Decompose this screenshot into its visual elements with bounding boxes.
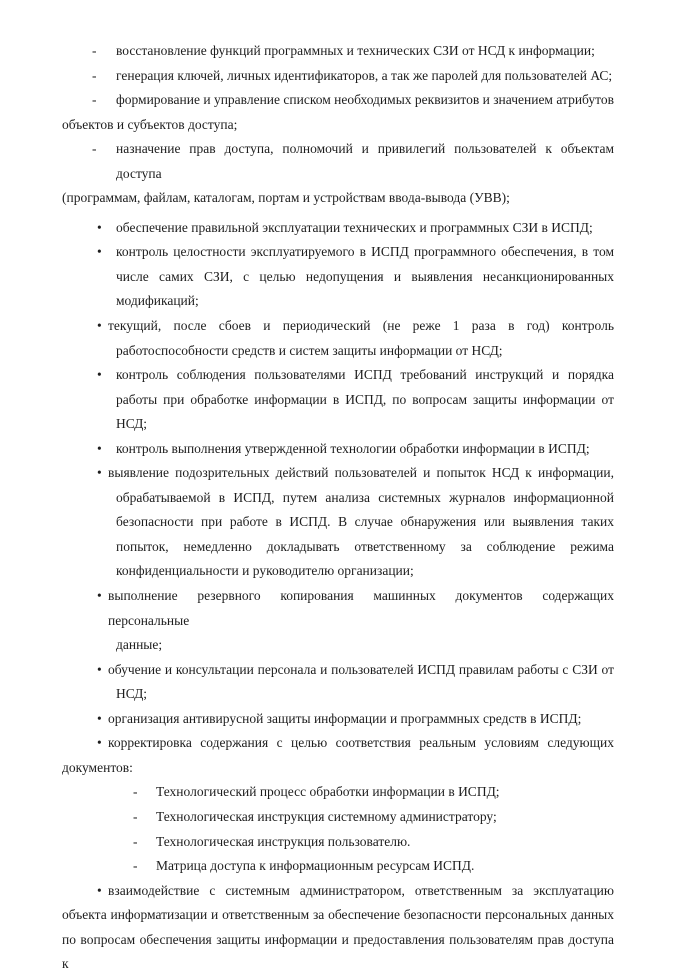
line-text: контроль выполнения утвержденной технологии обработки информации в ИСПД;: [116, 440, 590, 456]
line-text: корректировка содержания с целью соответствия реальным условиям следующих: [108, 735, 614, 751]
document-line: [62, 584, 614, 633]
dash-marker-icon: -: [133, 808, 138, 824]
document-line: [62, 265, 614, 290]
paragraph: [62, 461, 614, 584]
document-line: [62, 39, 614, 64]
line-text: НСД;: [116, 686, 148, 702]
paragraph: [62, 314, 614, 363]
dash-marker-icon: -: [92, 67, 97, 83]
line-text: выполнение резервного копирования машинных документов содержащих персональные: [108, 588, 614, 628]
document-line: [62, 854, 614, 879]
line-text: данные;: [116, 637, 163, 653]
line-text: обеспечение правильной эксплуатации технических и программных СЗИ в ИСПД;: [116, 219, 593, 235]
document-line: [62, 486, 614, 511]
paragraph: [62, 137, 614, 211]
document-line: [62, 658, 614, 683]
line-text: (программам, файлам, каталогам, портам и устройствам ввода-вывода (УВВ);: [62, 190, 510, 206]
line-text: назначение прав доступа, полномочий и привилегий пользователей к объектам доступа: [116, 141, 614, 181]
bullet-marker-icon: •: [97, 318, 102, 334]
document-line: [62, 633, 614, 658]
document-line: [62, 240, 614, 265]
paragraph: [62, 658, 614, 707]
document-line: [62, 314, 614, 339]
dash-marker-icon: -: [92, 43, 97, 58]
line-text: выявление подозрительных действий пользователей и попыток НСД к информации,: [108, 465, 614, 481]
line-text: обучение и консультации персонала и пользователей ИСПД правилам работы с СЗИ от: [108, 661, 614, 677]
line-text: работоспособности средств и систем защиты информации от НСД;: [116, 342, 503, 358]
paragraph: [62, 879, 614, 977]
document-line: [62, 113, 614, 138]
paragraph: [62, 216, 614, 241]
dash-marker-icon: -: [133, 784, 138, 800]
document-line: [62, 731, 614, 756]
line-text: Технологический процесс обработки информации в ИСПД;: [156, 784, 500, 800]
document-line: [62, 363, 614, 388]
document-line: [62, 559, 614, 584]
bullet-marker-icon: •: [97, 244, 102, 260]
document-line: [62, 216, 614, 241]
line-text: генерация ключей, личных идентификаторов, а так же паролей для пользователей АС;: [116, 67, 613, 83]
document-line: [62, 437, 614, 462]
paragraph: [62, 437, 614, 462]
line-text: объекта информатизации и ответственным за обеспечение безопасности персональных данных: [62, 907, 614, 923]
paragraph: [62, 731, 614, 780]
paragraph: [62, 64, 614, 89]
line-text: числе самих СЗИ, с целью недопущения и выявления несанкционированных: [116, 268, 614, 284]
document-body: [62, 39, 614, 977]
document-line: [62, 928, 614, 977]
dash-marker-icon: -: [133, 833, 138, 849]
bullet-marker-icon: •: [97, 440, 102, 456]
dash-marker-icon: -: [133, 858, 138, 874]
line-text: контроль целостности эксплуатируемого в ИСПД программного обеспечения, в том: [116, 244, 614, 260]
line-text: документов:: [62, 759, 133, 775]
paragraph: [62, 363, 614, 437]
line-text: Технологическая инструкция пользователю.: [156, 833, 411, 849]
dash-marker-icon: -: [92, 141, 97, 157]
paragraph: [62, 240, 614, 314]
document-line: [62, 88, 614, 113]
bullet-marker-icon: •: [97, 465, 102, 481]
document-line: [62, 510, 614, 535]
paragraph: [62, 584, 614, 658]
line-text: объектов и субъектов доступа;: [62, 116, 238, 132]
document-line: [62, 289, 614, 314]
document-line: [62, 830, 614, 855]
document-line: [62, 137, 614, 186]
bullet-marker-icon: •: [97, 588, 102, 604]
bullet-marker-icon: •: [97, 735, 102, 751]
document-line: [62, 780, 614, 805]
paragraph: [62, 854, 614, 879]
document-line: [62, 186, 614, 211]
line-text: организация антивирусной защиты информации и программных средств в ИСПД;: [108, 710, 582, 726]
dash-marker-icon: -: [92, 92, 97, 108]
bullet-marker-icon: •: [97, 710, 102, 726]
bullet-marker-icon: •: [97, 661, 102, 677]
document-line: [62, 64, 614, 89]
line-text: взаимодействие с системным администратором, ответственным за эксплуатацию: [108, 882, 614, 898]
paragraph: [62, 780, 614, 805]
document-line: [62, 339, 614, 364]
line-text: формирование и управление списком необходимых реквизитов и значением атрибутов: [116, 92, 614, 108]
bullet-marker-icon: •: [97, 367, 102, 383]
paragraph: [62, 88, 614, 137]
line-text: восстановление функций программных и технических СЗИ от НСД к информации;: [116, 43, 595, 58]
line-text: НСД;: [116, 416, 148, 432]
line-text: безопасности при работе в ИСПД. В случае обнаружения или выявления таких: [116, 514, 614, 530]
paragraph: [62, 39, 614, 64]
document-line: [62, 879, 614, 904]
line-text: попыток, немедленно докладывать ответственному за соблюдение режима: [116, 538, 614, 554]
document-line: [62, 756, 614, 781]
document-line: [62, 682, 614, 707]
document-line: [62, 805, 614, 830]
document-line: [62, 903, 614, 928]
line-text: обрабатываемой в ИСПД, путем анализа системных журналов информационной: [116, 489, 614, 505]
bullet-marker-icon: •: [97, 219, 102, 235]
line-text: конфиденциальности и руководителю организации;: [116, 563, 414, 579]
document-line: [62, 461, 614, 486]
paragraph: [62, 805, 614, 830]
paragraph: [62, 707, 614, 732]
line-text: Технологическая инструкция системному администратору;: [156, 808, 497, 824]
document-line: [62, 707, 614, 732]
line-text: работы при обработке информации в ИСПД, по вопросам защиты информации от: [116, 391, 614, 407]
line-text: модификаций;: [116, 293, 199, 309]
document-line: [62, 412, 614, 437]
line-text: текущий, после сбоев и периодический (не реже 1 раза в год) контроль: [108, 318, 614, 334]
line-text: Матрица доступа к информационным ресурсам ИСПД.: [156, 858, 475, 874]
document-line: [62, 535, 614, 560]
document-line: [62, 388, 614, 413]
line-text: контроль соблюдения пользователями ИСПД требований инструкций и порядка: [116, 367, 614, 383]
bullet-marker-icon: •: [97, 882, 102, 898]
line-text: по вопросам обеспечения защиты информации и предоставления пользователям прав доступа к: [62, 931, 614, 972]
paragraph: [62, 830, 614, 855]
